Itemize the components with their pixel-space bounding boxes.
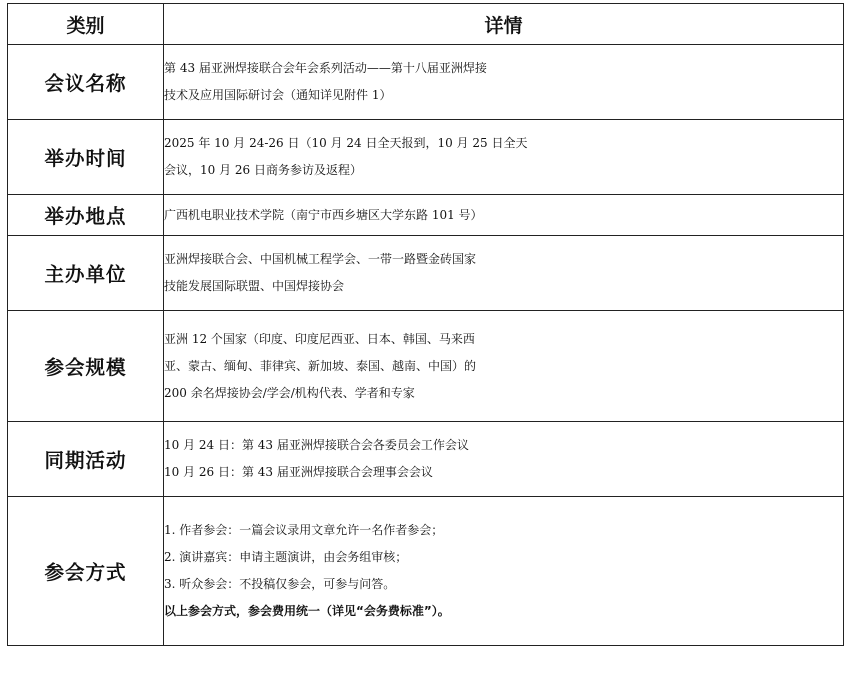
table-header-row <box>8 4 844 45</box>
detail-line: 亚洲 12 个国家（印度、印度尼西亚、日本、韩国、马来西 <box>164 331 475 346</box>
table-row <box>8 236 844 311</box>
table-row <box>8 120 844 195</box>
detail-line: 200 余名焊接协会/学会/机构代表、学者和专家 <box>164 385 415 400</box>
table-row <box>8 45 844 120</box>
header-details: 详情 <box>164 4 844 45</box>
detail-line: 3. 听众参会：不投稿仅参会，可参与问答。 <box>164 577 396 591</box>
row-detail <box>164 195 844 236</box>
conference-info-table <box>7 3 844 646</box>
conference-info-document <box>7 3 843 646</box>
row-category: 会议名称 <box>8 45 164 120</box>
row-category: 同期活动 <box>8 422 164 497</box>
detail-line: 会议，10 月 26 日商务参访及返程） <box>164 163 362 177</box>
detail-line: 技能发展国际联盟、中国焊接协会 <box>164 279 345 293</box>
row-category: 参会规模 <box>8 311 164 422</box>
detail-line: 亚、蒙古、缅甸、菲律宾、新加坡、泰国、越南、中国）的 <box>164 358 477 373</box>
detail-line: 亚洲焊接联合会、中国机械工程学会、一带一路暨金砖国家 <box>164 252 477 266</box>
table-row <box>8 422 844 497</box>
detail-line: 2. 演讲嘉宾：申请主题演讲，由会务组审核； <box>164 550 408 564</box>
detail-line: 1. 作者参会：一篇会议录用文章允许一名作者参会； <box>164 523 444 537</box>
row-category: 举办时间 <box>8 120 164 195</box>
fee-note-line: 以上参会方式，参会费用统一（详见“会务费标准”）。 <box>164 604 450 618</box>
row-detail <box>164 422 844 497</box>
detail-line: 2025 年 10 月 24-26 日（10 月 24 日全天报到，10 月 25 日全天 <box>164 136 528 150</box>
row-detail <box>164 236 844 311</box>
row-category: 参会方式 <box>8 497 164 646</box>
header-category: 类别 <box>8 4 164 45</box>
table-row <box>8 497 844 646</box>
row-detail <box>164 45 844 120</box>
table-row <box>8 195 844 236</box>
table-row <box>8 311 844 422</box>
detail-line: 第 43 届亚洲焊接联合会年会系列活动——第十八届亚洲焊接 <box>164 61 487 75</box>
detail-line: 10 月 26 日：第 43 届亚洲焊接联合会理事会会议 <box>164 465 433 479</box>
row-detail <box>164 497 844 646</box>
row-detail <box>164 120 844 195</box>
row-detail <box>164 311 844 422</box>
detail-line: 10 月 24 日：第 43 届亚洲焊接联合会各委员会工作会议 <box>164 438 469 452</box>
detail-line: 技术及应用国际研讨会（通知详见附件 1） <box>164 88 392 102</box>
detail-line: 广西机电职业技术学院（南宁市西乡塘区大学东路 101 号） <box>164 207 483 222</box>
row-category: 举办地点 <box>8 195 164 236</box>
row-category: 主办单位 <box>8 236 164 311</box>
